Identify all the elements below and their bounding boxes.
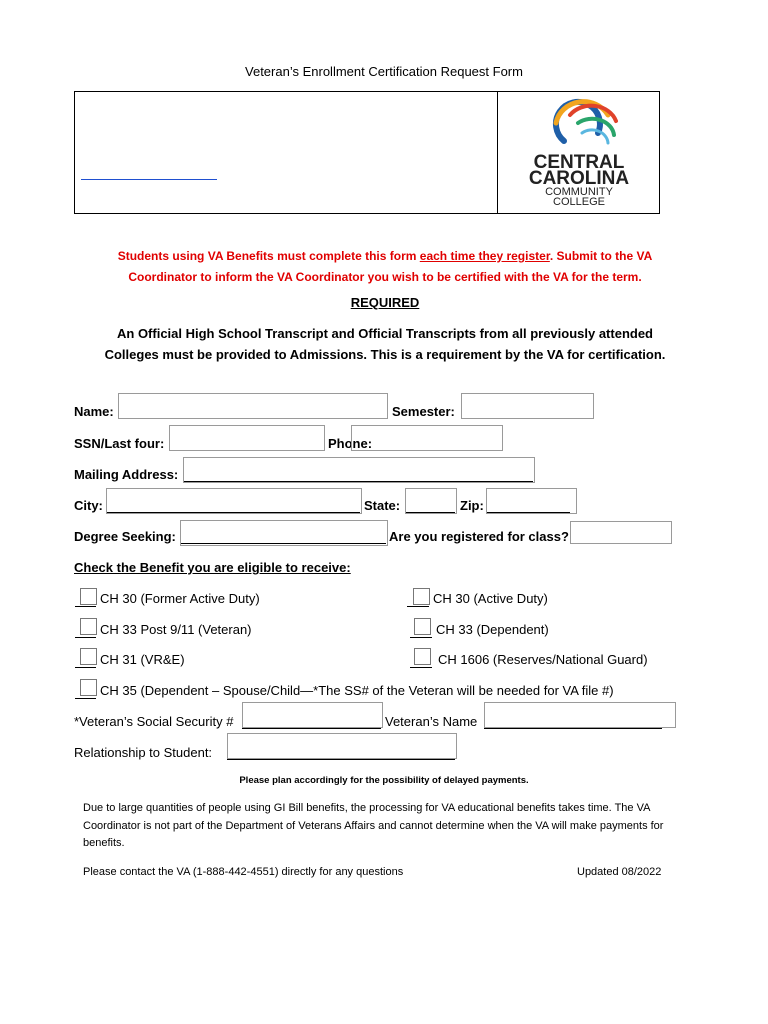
ch30-active-label: CH 30 (Active Duty) [433,591,548,606]
phone-input[interactable] [351,425,503,451]
ch1606-label: CH 1606 (Reserves/National Guard) [438,652,648,667]
logo-line-4: COLLEGE [553,196,605,208]
ch33-dependent-underline [410,637,432,638]
phone-label: Phone: [328,436,373,451]
ch30-former-checkbox[interactable] [80,588,97,605]
logo-swirl-icon [516,93,642,211]
registered-label: Are you registered for class? [389,529,569,544]
ssn-label: SSN/Last four: [74,436,165,451]
ch33-veteran-underline [75,637,96,638]
header-link-line[interactable] [81,179,217,180]
disclaimer-text: Due to large quantities of people using GI Bill benefits, the processing for VA educational benefits takes time. The VA Coordinator is not part of the Department of Veterans Affairs and cannot determine when the VA will make payments for benefits. [83,802,664,849]
city-label: City: [74,498,103,513]
veteran-ssn-input[interactable] [242,702,383,728]
relationship-underline [227,759,455,760]
ch30-former-label: CH 30 (Former Active Duty) [100,591,260,606]
va-notice [90,246,680,288]
ch1606-checkbox[interactable] [414,648,431,665]
relationship-label: Relationship to Student: [74,745,213,760]
benefit-heading: Check the Benefit you are eligible to receive: [74,560,351,575]
ch33-veteran-label: CH 33 Post 9/11 (Veteran) [100,622,252,637]
ch30-active-underline [407,606,429,607]
mailing-input[interactable] [183,457,535,483]
ssn-input[interactable] [169,425,325,451]
state-label: State: [364,498,401,513]
updated-date: Updated 08/2022 [577,866,662,878]
ch30-former-underline [75,606,96,607]
name-label: Name: [74,404,114,419]
header-divider [497,91,498,214]
ch31-label: CH 31 (VR&E) [100,652,185,667]
mailing-label: Mailing Address: [74,467,179,482]
veteran-name-input[interactable] [484,702,676,728]
logo-line-3: COMMUNITY [545,186,613,198]
registered-input[interactable] [570,521,672,544]
ch35-checkbox[interactable] [80,679,97,696]
notice-underlined: each time they register [419,249,550,263]
state-input[interactable] [405,488,457,514]
college-logo [516,93,642,211]
relationship-input[interactable] [227,733,457,759]
required-text: An Official High School Transcript and Official Transcripts from all previously attended Colleges must be provided to Admissions. This is a requirement by the VA for certification. [104,326,666,362]
veteran-ssn-underline [242,728,381,729]
logo-line-2: CAROLINA [528,168,630,189]
ch35-label: CH 35 (Dependent – Spouse/Child—*The SS# of the Veteran will be needed for VA file #) [100,683,614,698]
logo-line-1: CENTRAL [533,152,625,173]
ch33-dependent-label: CH 33 (Dependent) [436,622,549,637]
notice-part-2: . Submit to the VA Coordinator to inform the VA Coordinator you wish to be certified with the VA for the term. [128,249,653,284]
ch35-underline [75,698,96,699]
degree-input[interactable] [180,520,388,546]
zip-input[interactable] [486,488,577,514]
veteran-name-underline [484,728,662,729]
degree-label: Degree Seeking: [74,529,176,544]
notice-part-1: Students using VA Benefits must complete this form [117,249,420,263]
ch33-veteran-checkbox[interactable] [80,618,97,635]
plan-note: Please plan accordingly for the possibility of delayed payments. [239,775,529,786]
required-heading: REQUIRED [350,295,420,310]
semester-label: Semester: [392,404,455,419]
zip-label: Zip: [460,498,484,513]
form-title: Veteran’s Enrollment Certification Request Form [245,64,523,79]
semester-input[interactable] [461,393,594,419]
contact-text: Please contact the VA (1-888-442-4551) directly for any questions [83,866,404,878]
veteran-name-label: Veteran’s Name [385,714,478,729]
ch33-dependent-checkbox[interactable] [414,618,431,635]
city-input[interactable] [106,488,362,514]
ch1606-underline [410,667,432,668]
veteran-ssn-label: *Veteran’s Social Security # [74,714,234,729]
name-input[interactable] [118,393,388,419]
ch30-active-checkbox[interactable] [413,588,430,605]
ch31-checkbox[interactable] [80,648,97,665]
ch31-underline [75,667,96,668]
